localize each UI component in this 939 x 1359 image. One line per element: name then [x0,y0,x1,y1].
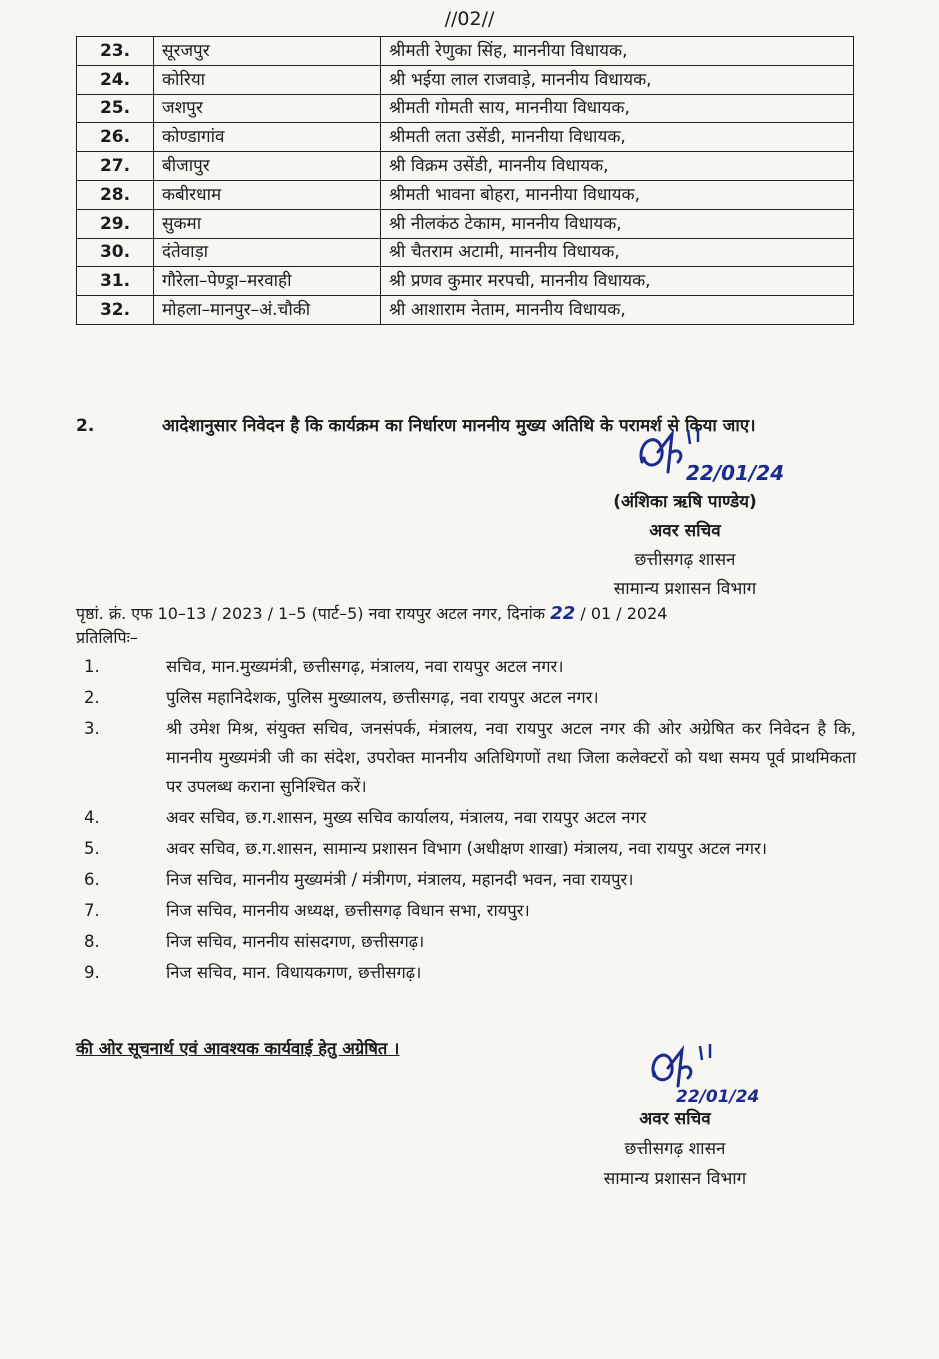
member-cell: श्रीमती रेणुका सिंह, माननीया विधायक, [381,37,854,66]
district-cell: सुकमा [154,209,381,238]
table-row [77,123,854,152]
signature-1-date: 22/01/24 [686,461,785,485]
list-item-text: निज सचिव, मान. विधायकगण, छत्तीसगढ़। [166,963,422,982]
district-cell: बीजापुर [154,152,381,181]
member-cell: श्री नीलकंठ टेकाम, माननीय विधायक, [381,209,854,238]
reference-line [76,602,667,624]
table-row [77,238,854,267]
paragraph-text: आदेशानुसार निवेदन है कि कार्यक्रम का निर्धारण माननीय मुख्य अतिथि के परामर्श से किया जाए। [162,416,756,436]
table-row [77,296,854,325]
serial-number-cell: 28. [77,180,154,209]
signature-block-1 [560,488,810,604]
signature-block-2 [560,1104,790,1194]
list-item [76,683,856,712]
signatory-2-designation: अवर सचिव [639,1109,711,1129]
signatory-department: सामान्य प्रशासन विभाग [613,579,757,599]
table-row [77,209,854,238]
serial-number-cell: 24. [77,65,154,94]
list-item-text: पुलिस महानिदेशक, पुलिस मुख्यालय, छत्तीसगढ़, नवा रायपुर अटल नगर। [166,688,599,707]
district-cell: जशपुर [154,94,381,123]
district-cell: गौरेला–पेण्ड्रा–मरवाही [154,267,381,296]
list-item [76,652,856,681]
list-item-number: 7. [84,901,100,920]
list-item-text: निज सचिव, माननीय सांसदगण, छत्तीसगढ़। [166,932,425,951]
signature-2-image [640,1040,760,1110]
signatory-2-government: छत्तीसगढ़ शासन [624,1139,726,1159]
serial-number-cell: 29. [77,209,154,238]
district-cell: कोण्डागांव [154,123,381,152]
list-item-number: 1. [84,657,100,676]
member-cell: श्री आशाराम नेताम, माननीय विधायक, [381,296,854,325]
signature-2-date: 22/01/24 [676,1087,760,1107]
reference-date-suffix: / 01 / 2024 [580,604,668,623]
member-cell: श्री प्रणव कुमार मरपची, माननीय विधायक, [381,267,854,296]
page-number: //02// [444,8,495,30]
member-cell: श्रीमती गोमती साय, माननीया विधायक, [381,94,854,123]
table-row [77,65,854,94]
list-item-text: अवर सचिव, छ.ग.शासन, मुख्य सचिव कार्यालय, मंत्रालय, नवा रायपुर अटल नगर [166,808,647,827]
list-item [76,927,856,956]
serial-number-cell: 26. [77,123,154,152]
member-cell: श्री विक्रम उसेंडी, माननीय विधायक, [381,152,854,181]
list-item-number: 2. [84,688,100,707]
officials-table [76,36,854,325]
list-item-number: 8. [84,932,100,951]
district-cell: मोहला–मानपुर–अं.चौकी [154,296,381,325]
list-item-number: 9. [84,963,100,982]
paragraph-number: 2. [76,416,95,436]
list-item [76,803,856,832]
signature-1-image [628,422,785,492]
list-item [76,896,856,925]
list-item-number: 3. [84,719,100,738]
list-item-text: श्री उमेश मिश्र, संयुक्त सचिव, जनसंपर्क, मंत्रालय, नवा रायपुर अटल नगर की ओर अग्रेषित कर निवेदन है कि, माननीय मुख्यमंत्री जी का संदेश, उपरोक्त माननीय अतिथिगणों तथा जिला कलेक्टरों को यथा समय पूर्व प्राथमिकता पर उपलब्ध कराना सुनिश्चित करें। [166,719,856,796]
signatory-designation: अवर सचिव [649,521,721,541]
list-item [76,834,856,863]
member-cell: श्रीमती भावना बोहरा, माननीया विधायक, [381,180,854,209]
serial-number-cell: 31. [77,267,154,296]
table-row [77,152,854,181]
table-row [77,267,854,296]
list-item-number: 4. [84,808,100,827]
reference-prefix: पृष्ठां. क्रं. एफ 10–13 / 2023 / 1–5 (पार्ट–5) नवा रायपुर अटल नगर, दिनांक [76,604,546,623]
table-row [77,94,854,123]
list-item [76,958,856,987]
list-item [76,865,856,894]
reference-date-handwritten: 22 [550,603,576,624]
list-item-number: 6. [84,870,100,889]
signatory-name: (अंशिका ऋषि पाण्डेय) [613,492,757,512]
district-cell: कोरिया [154,65,381,94]
member-cell: श्रीमती लता उसेंडी, माननीया विधायक, [381,123,854,152]
district-cell: सूरजपुर [154,37,381,66]
serial-number-cell: 25. [77,94,154,123]
table-row [77,37,854,66]
signatory-government: छत्तीसगढ़ शासन [634,550,736,570]
table-row [77,180,854,209]
copy-heading: प्रतिलिपिः– [76,628,138,647]
district-cell: दंतेवाड़ा [154,238,381,267]
serial-number-cell: 27. [77,152,154,181]
footer-note: की ओर सूचनार्थ एवं आवश्यक कार्यवाई हेतु अग्रेषित । [76,1039,400,1058]
district-cell: कबीरधाम [154,180,381,209]
serial-number-cell: 32. [77,296,154,325]
member-cell: श्री भईया लाल राजवाड़े, माननीय विधायक, [381,65,854,94]
serial-number-cell: 30. [77,238,154,267]
list-item [76,714,856,801]
member-cell: श्री चैतराम अटामी, माननीय विधायक, [381,238,854,267]
list-item-text: निज सचिव, माननीय मुख्यमंत्री / मंत्रीगण, मंत्रालय, महानदी भवन, नवा रायपुर। [166,870,634,889]
copy-list [76,652,856,989]
list-item-text: निज सचिव, माननीय अध्यक्ष, छत्तीसगढ़ विधान सभा, रायपुर। [166,901,530,920]
list-item-text: सचिव, मान.मुख्यमंत्री, छत्तीसगढ़, मंत्रालय, नवा रायपुर अटल नगर। [166,657,564,676]
list-item-text: अवर सचिव, छ.ग.शासन, सामान्य प्रशासन विभाग (अधीक्षण शाखा) मंत्रालय, नवा रायपुर अटल नगर। [166,839,768,858]
signatory-2-department: सामान्य प्रशासन विभाग [603,1169,747,1189]
serial-number-cell: 23. [77,37,154,66]
list-item-number: 5. [84,839,100,858]
